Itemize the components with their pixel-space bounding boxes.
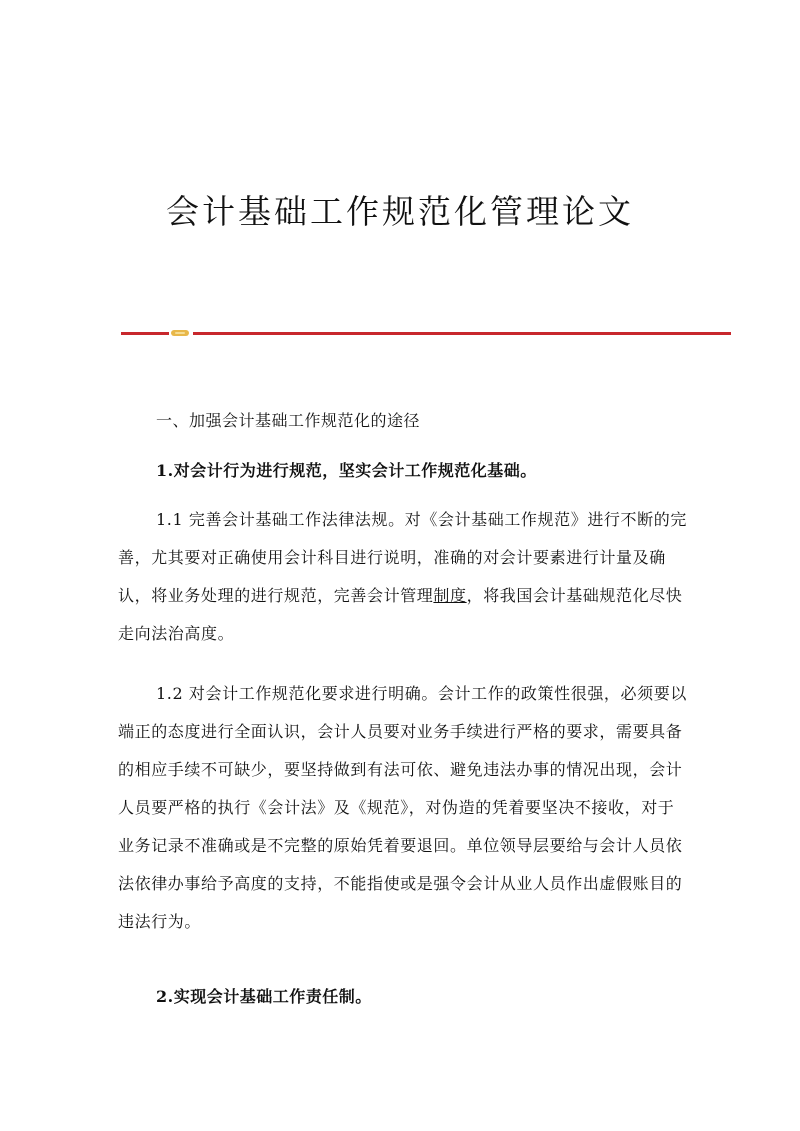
paragraph-line (118, 577, 683, 615)
paragraph-text: ，将我国会计基础规范化尽快 (466, 586, 683, 605)
paragraph-text: 认，将业务处理的进行规范，完善会计管理 (118, 586, 434, 605)
paragraph-line: 人员要严格的执行《会计法》及《规范》，对伪造的凭着要坚决不接收，对于 (118, 798, 675, 817)
paragraph-line: 走向法治高度。 (118, 624, 235, 643)
paragraph-1-2 (118, 675, 687, 941)
document-title: 会计基础工作规范化管理论文 (166, 192, 634, 231)
paragraph-line: 端正的态度进行全面认识，会计人员要对业务手续进行严格的要求，需要具备 (118, 722, 683, 741)
paragraph-line: 善，尤其要对正确使用会计科目进行说明，准确的对会计要素进行计量及确 (118, 548, 666, 567)
paragraph-line: 的相应手续不可缺少，要坚持做到有法可依、避免违法办事的情况出现，会计 (118, 760, 683, 779)
institution-link[interactable]: 制度 (433, 586, 467, 605)
divider-line-right (193, 332, 731, 335)
title-divider (121, 330, 731, 336)
paragraph-line: 业务记录不准确或是不完整的原始凭着要退回。单位领导层要给与会计人员依 (118, 836, 683, 855)
paragraph-line: 法依律办事给予高度的支持，不能指使或是强令会计从业人员作出虚假账目的 (118, 874, 683, 893)
section-heading: 一、加强会计基础工作规范化的途径 (156, 411, 421, 430)
paragraph-line: 1.1 完善会计基础工作法律法规。对《会计基础工作规范》进行不断的完 (156, 510, 687, 529)
sub-heading-2: 2.实现会计基础工作责任制。 (156, 987, 372, 1006)
paragraph-line: 1.2 对会计工作规范化要求进行明确。会计工作的政策性很强，必须要以 (156, 684, 687, 703)
sub-heading-1: 1.对会计行为进行规范，坚实会计工作规范化基础。 (156, 461, 537, 480)
paragraph-1-1 (118, 501, 687, 653)
divider-ornament-icon (171, 330, 189, 336)
divider-line-left (121, 332, 169, 335)
paragraph-line: 违法行为。 (118, 912, 202, 931)
